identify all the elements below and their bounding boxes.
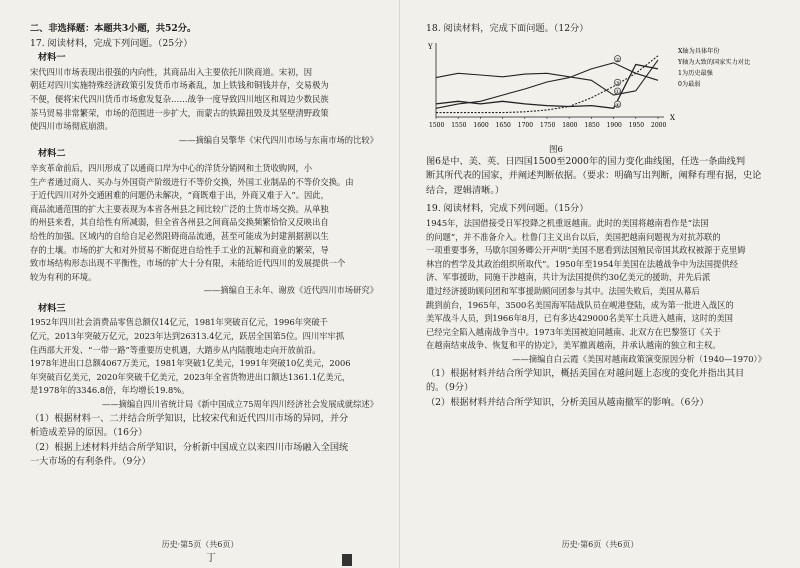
material-3-line: 是1978年的3346.8倍，年均增长19.8%。 [30,385,190,396]
q19-material-line: 遣过经济援助顾问团和军事援助顾问团参与其中。法国失败后，美国从幕后 [426,285,700,296]
question-17-1-line: 析造成差异的原因。（16分） [30,427,148,439]
figure-caption: 图6 [549,144,563,155]
series-label-4: ④ [615,102,621,109]
question-17-1-line: （1）根据材料一、二并结合所学知识，比较宋代和近代四川市场的异同，并分 [30,412,349,424]
material-3-line: 亿元，2013年突破万亿元，2023年达到26313.4亿元，跃居全国第5位。四川牢牢抓 [30,331,345,342]
material-3-text [30,316,378,398]
q18-line: 结合，逻辑清晰。） [426,184,505,196]
x-tick-label: 2000 [651,121,667,129]
material-2-line: 较为有利的环境。 [30,271,97,282]
x-tick-label: 1550 [451,121,467,129]
material-3-line: 年突破百亿美元，2020年突破千亿美元，2023年全省货物进出口额达1361.1亿美元， [30,371,351,382]
material-1-text [30,66,378,134]
q18-title: 18. 阅读材料，完成下面问题。（12分） [426,23,589,34]
legend-entry: X轴为具体年份 [678,47,720,55]
q19-title: 19. 阅读材料，完成下列问题。（15分） [426,203,589,215]
x-tick-label: 1850 [584,121,600,129]
q17-title: 17. 阅读材料，完成下列问题。（25分） [30,37,193,49]
series-line-3 [436,55,658,112]
x-tick-label: 1650 [495,121,511,129]
q19-material-line: 济、军事援助，同施干涉越南，共计为法国提供约30亿美元的援助，并先后派 [426,272,711,283]
page-footer-5: 历史·第5页（共6页） [161,540,239,549]
chart-svg [426,41,766,141]
q18-line: 断其所代表的国家，并阐述判断依据。（要求：明确写出判断，阐释有理有据，史论 [426,170,762,182]
section-title: 二、非选择题：本题共3小题，共52分。 [30,23,197,34]
material-2-source: ——摘编自王永年、谢放《近代四川市场研究》 [203,285,378,296]
exam-page-6 [400,0,800,568]
q19-material-line: 美军战斗人员，到1966年8月，已有多达429000名美军士兵进入越南，这时的美国 [426,313,733,324]
bottom-mark: 丁 [206,553,216,564]
material-2-line: 于近代四川对外交通困难的问题仍未解决，“商既难于出，外商又难于入”。因此， [30,190,329,201]
question-17-2-line: （2）根据上述材料并结合所学知识，分析新中国成立以来四川市场融入全国统 [30,441,349,453]
q19-material-line: 的问题”，并不准备介入。杜鲁门主义出台以后，美国把越南问题视为对抗苏联的 [426,231,721,242]
x-tick-label: 1800 [562,121,578,129]
legend-entry: 1为历史最强 [678,69,713,77]
x-tick-label: 1950 [628,121,645,129]
material-1-line: 使四川市场彻底崩溃。 [30,121,113,132]
material-1-source: ——摘编自吴擎华《宋代四川市场与东南市场的比较》 [178,134,378,145]
series-label-2: ② [615,56,621,63]
material-2-line: 存的土壤。市场的扩大和对外贸易不断促进自给性手工业的瓦解和商业的繁荣，导 [30,244,329,255]
q18-line: 图6是中、美、英、日四国1500至2000年的国力变化曲线图，任选一条曲线判 [426,155,746,167]
material-2-line: 致市场结构形态出现不平衡性，市场的扩大十分有限，未能给近代四川的发展提供一个 [30,258,346,269]
question-19-2 [426,396,766,411]
q19-material-source: ——摘编自白云霞《美国对越南政策演变原因分析（1940—1970）》 [512,353,766,364]
page-footer-6: 历史·第6页（共6页） [561,540,639,549]
q19-material-line: 1945年，法国借接受日军投降之机重返越南。此时的美国将越南看作是“法国 [426,217,709,228]
x-tick-label: 1900 [606,121,622,129]
q19-material-line: 在越南结束战争、恢复和平的协定》，美军撤离越南，并承认越南的独立和主权。 [426,340,721,351]
material-3-source: ——摘编自四川省统计局《新中国成立75周年四川经济社会发展成就综述》 [101,399,378,410]
material-3-line: 1952年四川社会消费品零售总额仅14亿元，1981年突破百亿元，1996年突破千 [30,317,328,328]
x-axis-label: X [670,113,675,122]
x-tick-label: 1750 [540,121,556,129]
material-1-line: 茶马贸易非常繁荣，市场的范围进一步扩大，而蒙古的铁蹄扭毁及其坚壁清野政策 [30,107,329,118]
question-17-2-line: 一大市场的有利条件。（9分） [30,456,151,468]
question-19-2-line: （2）根据材料并结合所学知识，分析美国从越南撤军的影响。（6分） [426,396,709,408]
material-3-line: 1978年进出口总额4067万美元，1981年突破1亿美元，1991年突破10亿美元，2006 [30,358,351,369]
material-3-line: 住西部大开发、“一带一路”等重要历史机遇，大踏步从内陆腹地走向开放前沿。 [30,344,321,355]
legend-entry: 0为最弱 [678,80,701,88]
power-curve-chart [426,41,766,141]
series-line-4 [436,64,658,108]
q19-material-line: 林宫的哲学及其政治组织所取代”。1950年至1954年美国在法越战争中为法国提供经 [426,258,738,269]
material-1-line: 不便，便将宋代四川货币市场愈发复杂……战争一度导致四川地区和周边少数民族 [30,93,329,104]
material-2-line: 辛亥革命前后，四川形成了以通商口岸为中心的洋货分销网和土货收购网，小 [30,162,313,173]
material-2-label: 材料二 [38,148,66,160]
scan-blot [342,554,352,566]
material-1-label: 材料一 [38,52,66,64]
material-2-text [30,162,378,284]
question-19-1-line: 的。（9分） [426,382,474,394]
q19-material-line: 跳到前台，1965年，3500名美国海军陆战队员在岘港登陆，成为第一批进入战区的 [426,299,734,310]
x-tick-label: 1600 [473,121,489,129]
y-axis-label: Y [428,42,433,51]
series-label-1: ① [615,89,621,96]
x-tick-label: 1500 [429,121,445,129]
q18-text [426,155,766,199]
material-1-line: 宋代四川市场表现出很强的内向性，其商品出入主要依托川陕商道。宋初，因 [30,66,313,77]
question-19-1 [426,367,766,396]
legend-entry: Y轴为大致的国家实力对比 [678,58,751,66]
question-19-1-line: （1）根据材料并结合所学知识，概括美国在对越问题上态度的变化并指出其目 [426,367,745,379]
material-2-line: 给性的加强。区域内的自给自足必然阻碍商品流通，甚至可能成为封建割据割以生 [30,230,329,241]
question-17-2 [30,441,378,470]
material-2-line: 的州县来看，其自给性有所减弱，但全省各州县之间商品交换频繁恰恰又反映出自 [30,217,329,228]
x-tick-label: 1700 [517,121,534,129]
material-2-line: 生产者通过商人、买办与外国资产阶级进行不等价交换，外国工业制品的不等价交换。由 [30,176,354,187]
material-1-line: 朝廷对四川实施特殊经济政策引发货币市场紊乱，加上铁钱和铜钱并存，交易极为 [30,80,329,91]
series-label-3: ③ [615,80,621,87]
question-17-1 [30,412,378,441]
series-line-1 [436,60,658,95]
q19-material-line: 一项重要事务，马歇尔国务卿公开声明“美国不愿看到法国殖民帝国其政权被源于克里姆 [426,245,746,256]
q19-material-text [426,217,766,353]
material-3-label: 材料三 [38,302,66,314]
q19-material-line: 已经完全陷入越南战争当中。1973年美国被迫同越南、北双方在巴黎签订《关于 [426,326,721,337]
material-2-line: 商品流通范围的扩大主要表现为本省各州县之间比较广泛的土货市场交换。从单独 [30,203,329,214]
